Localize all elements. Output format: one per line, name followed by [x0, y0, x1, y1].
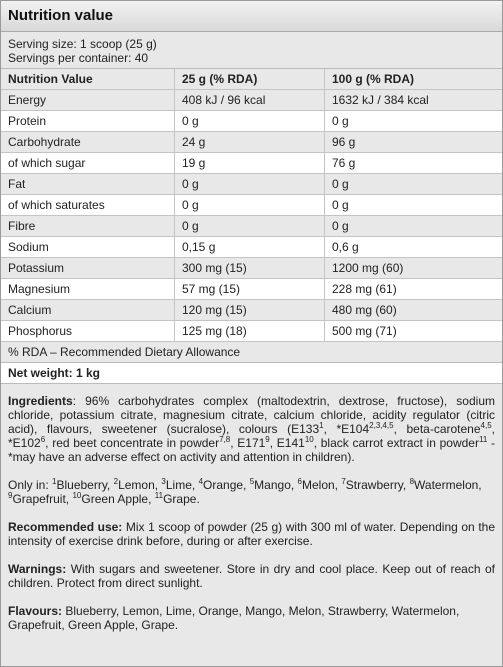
serving-info [1, 32, 502, 69]
flavour-number: 1 [52, 477, 57, 486]
value-per-serving: 300 mg (15) [175, 258, 325, 279]
nutrient-name: Energy [1, 90, 175, 111]
recommended-use-paragraph: Recommended use: Mix 1 scoop of powder (25 g) with 300 ml of water. Depending on the intensity of exercise drink before, during or after exercise. [8, 520, 496, 548]
flavour-name: Lime, [165, 478, 199, 492]
value-per-serving: 0 g [175, 174, 325, 195]
flavour-name: Grapefruit, [12, 492, 73, 506]
nutrient-name: Sodium [1, 237, 175, 258]
flavour-number: 10 [72, 491, 82, 500]
ingredients-paragraph: Ingredients: 96% carbohydrates complex (maltodextrin, dextrose, fructose), sodium chloride, potassium citrate, magnesium citrate, calcium chloride, acidity regulator (citric acid), flavours, sweetener (sucralose), colours ($E133^1$, *E104$^{2,3,4,5}$, beta-carotene$^{4,5}$, $*E102^6$, red beet concentrate in powder$^{7,8}$, $E171^9$, $E141^{10}$, black carrot extract in powder$^{11}$ - *may have an adverse effect on activity and attention in children). [8, 394, 495, 464]
flavour-number: 9 [8, 491, 13, 500]
flavour-number: 8 [409, 477, 415, 486]
value-per-serving: 57 mg (15) [175, 279, 325, 300]
serving-size: Serving size: 1 scoop (25 g) [8, 37, 157, 51]
flavour-number: 3 [161, 477, 166, 486]
warnings-paragraph: Warnings: With sugars and sweetener. Store in dry and cool place. Keep out of reach of children. Protect from direct sunlight. [8, 562, 495, 590]
value-per-serving: 125 mg (18) [175, 321, 325, 342]
panel-title: Nutrition value [1, 1, 502, 32]
value-per-100g: 500 mg (71) [325, 321, 503, 342]
value-per-serving: 120 mg (15) [175, 300, 325, 321]
flavour-number: 7 [341, 477, 346, 486]
ingredients-label: Ingredients [8, 394, 73, 408]
nutrient-name: Fat [1, 174, 175, 195]
table-row [1, 300, 502, 321]
nutrition-table [1, 69, 502, 342]
flavours-label: Flavours: [8, 604, 63, 618]
flavour-name: Mango, [254, 478, 298, 492]
table-row [1, 195, 502, 216]
nutrient-name: Potassium [1, 258, 175, 279]
value-per-serving: 0,15 g [175, 237, 325, 258]
warnings-label: Warnings: [8, 562, 67, 576]
value-per-100g: 0 g [325, 195, 503, 216]
net-weight: Net weight: 1 kg [1, 363, 502, 384]
table-row [1, 174, 502, 195]
nutrient-name: Magnesium [1, 279, 175, 300]
flavour-number: 2 [113, 477, 119, 486]
nutrient-name: Calcium [1, 300, 175, 321]
value-per-serving: 24 g [175, 132, 325, 153]
flavour-name: Blueberry, [56, 478, 114, 492]
nutrient-name: Fibre [1, 216, 175, 237]
only-in-paragraph: Only in: $^1$Blueberry, $^2$Lemon, $^3$Lime, $^4$Orange, $^5$Mango, $^6$Melon, $^7$Strawberry, $^8$Watermelon, $^9$Grapefruit, $^{10}$Green Apple, $^{11}$Grape. [8, 477, 482, 506]
product-details [1, 384, 502, 667]
flavour-name: Melon, [301, 478, 342, 492]
flavour-name: Strawberry, [345, 478, 410, 492]
nutrient-name: Phosphorus [1, 321, 175, 342]
servings-per-container: Servings per container: 40 [8, 51, 149, 65]
value-per-serving: 19 g [175, 153, 325, 174]
value-per-serving: 0 g [175, 195, 325, 216]
table-row [1, 132, 502, 153]
value-per-100g: 1200 mg (60) [325, 258, 503, 279]
table-row [1, 258, 502, 279]
value-per-100g: 228 mg (61) [325, 279, 503, 300]
table-header-row [1, 69, 502, 90]
value-per-serving: 0 g [175, 111, 325, 132]
table-row [1, 279, 502, 300]
value-per-100g: 1632 kJ / 384 kcal [325, 90, 503, 111]
table-row [1, 111, 502, 132]
value-per-100g: 0 g [325, 111, 503, 132]
flavour-name: Grape. [163, 492, 200, 506]
flavour-number: 4 [198, 477, 204, 486]
flavour-number: 6 [297, 477, 302, 486]
value-per-serving: 408 kJ / 96 kcal [175, 90, 325, 111]
value-per-100g: 480 mg (60) [325, 300, 503, 321]
column-header: 100 g (% RDA) [325, 69, 503, 90]
table-row [1, 90, 502, 111]
value-per-100g: 76 g [325, 153, 503, 174]
table-row [1, 153, 502, 174]
value-per-100g: 0 g [325, 174, 503, 195]
flavour-number: 5 [249, 477, 255, 486]
flavour-name: Lemon, [118, 478, 162, 492]
flavours-paragraph: Flavours: Blueberry, Lemon, Lime, Orange, Mango, Melon, Strawberry, Watermelon, Grapefruit, Green Apple, Grape. [8, 604, 460, 632]
value-per-serving: 0 g [175, 216, 325, 237]
column-header: Nutrition Value [1, 69, 175, 90]
flavour-name: Watermelon, [414, 478, 482, 492]
nutrient-name: of which saturates [1, 195, 175, 216]
nutrient-name: of which sugar [1, 153, 175, 174]
flavour-name: Orange, [203, 478, 250, 492]
flavour-name: Green Apple, [81, 492, 155, 506]
value-per-100g: 0 g [325, 216, 503, 237]
value-per-100g: 0,6 g [325, 237, 503, 258]
column-header: 25 g (% RDA) [175, 69, 325, 90]
table-row [1, 216, 502, 237]
value-per-100g: 96 g [325, 132, 503, 153]
recommended-use-label: Recommended use: [8, 520, 123, 534]
nutrient-name: Protein [1, 111, 175, 132]
flavour-number: 11 [154, 491, 164, 500]
table-row [1, 321, 502, 342]
table-row [1, 237, 502, 258]
rda-note: % RDA – Recommended Dietary Allowance [1, 342, 502, 363]
nutrient-name: Carbohydrate [1, 132, 175, 153]
